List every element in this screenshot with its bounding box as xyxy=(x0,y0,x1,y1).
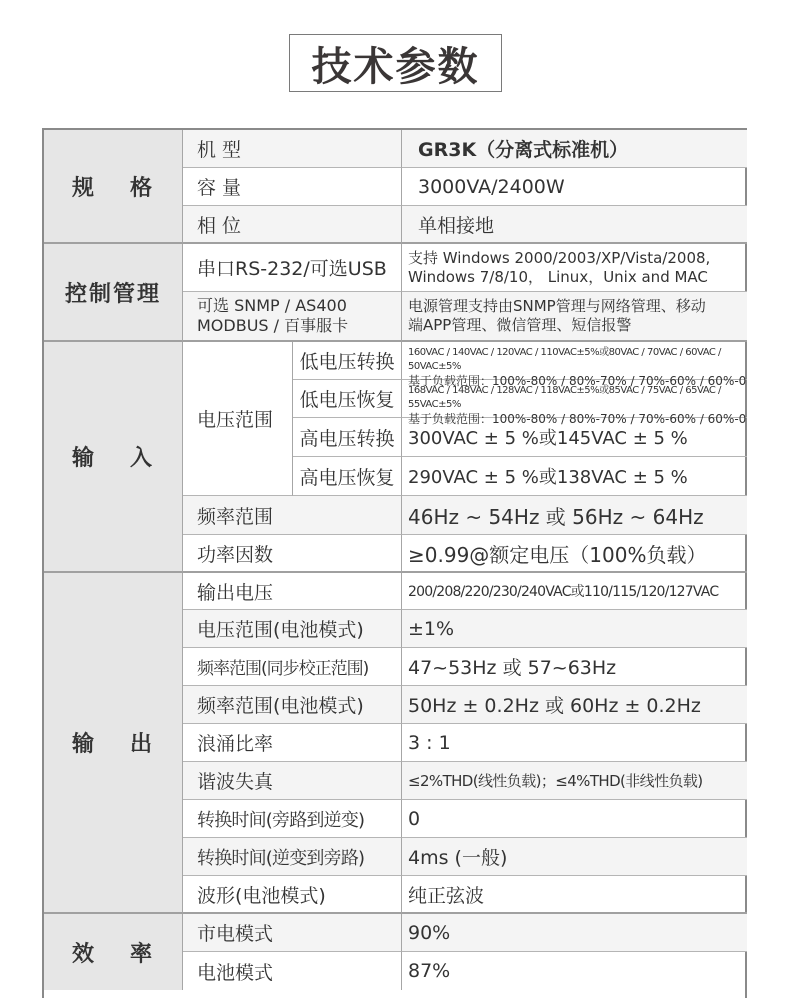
row-value-power-factor: ≥0.99@额定电压（100%负载） xyxy=(402,535,747,573)
snmp-label-line2: MODBUS / 百事服卡 xyxy=(197,316,349,335)
row-label-snmp xyxy=(183,292,402,342)
row-value-phase: 单相接地 xyxy=(402,206,747,244)
row-value-capacity: 3000VA/2400W xyxy=(402,168,747,206)
row-value-high-recovery: 290VAC ± 5 %或138VAC ± 5 % xyxy=(402,457,747,496)
row-label-low-transfer: 低电压转换 xyxy=(293,342,402,380)
row-label-harmonic-distortion: 谐波失真 xyxy=(183,762,402,800)
row-value-waveform: 纯正弦波 xyxy=(402,876,747,914)
row-value-output-voltage: 200/208/220/230/240VAC或110/115/120/127VAC xyxy=(402,573,747,610)
row-label-low-recovery: 低电压恢复 xyxy=(293,380,402,418)
row-label-model: 机 型 xyxy=(183,130,402,168)
row-value-input-frequency: 46Hz ~ 54Hz 或 56Hz ~ 64Hz xyxy=(402,496,747,535)
row-label-input-frequency: 频率范围 xyxy=(183,496,402,535)
row-label-transfer-inverter-bypass: 转换时间(逆变到旁路) xyxy=(183,838,402,876)
row-value-serial xyxy=(402,244,747,292)
snmp-label-line1: 可选 SNMP / AS400 xyxy=(197,296,347,315)
row-value-high-transfer: 300VAC ± 5 %或145VAC ± 5 % xyxy=(402,418,747,457)
row-value-snmp xyxy=(402,292,747,342)
row-value-line-mode: 90% xyxy=(402,914,747,952)
serial-value-line2: Windows 7/8/10， Linux，Unix and MAC xyxy=(408,267,708,286)
row-label-capacity: 容 量 xyxy=(183,168,402,206)
serial-value-line1: 支持 Windows 2000/2003/XP/Vista/2008, xyxy=(408,248,711,267)
category-efficiency xyxy=(44,914,183,990)
low-recovery-line2: 基于负载范围：100%-80% / 80%-70% / 70%-60% / 60%-0 xyxy=(408,412,747,426)
category-spec xyxy=(44,130,183,244)
spec-table xyxy=(42,128,747,998)
row-label-frequency-battery: 频率范围(电池模式) xyxy=(183,686,402,724)
row-label-crest-ratio: 浪涌比率 xyxy=(183,724,402,762)
row-value-frequency-battery: 50Hz ± 0.2Hz 或 60Hz ± 0.2Hz xyxy=(402,686,747,724)
row-value-voltage-battery: ±1% xyxy=(402,610,747,648)
row-value-harmonic-distortion: ≤2%THD(线性负载)；≤4%THD(非线性负载) xyxy=(402,762,747,800)
row-value-low-transfer xyxy=(402,342,747,388)
row-label-voltage-battery: 电压范围(电池模式) xyxy=(183,610,402,648)
row-value-battery-mode: 87% xyxy=(408,960,451,982)
row-label-power-factor: 功率因数 xyxy=(183,535,402,573)
row-value-transfer-bypass-inverter: 0 xyxy=(402,800,747,838)
category-efficiency-char2: 率 xyxy=(130,941,155,967)
row-label-frequency-sync: 频率范围(同步校正范围) xyxy=(183,648,402,686)
voltage-range-label: 电压范围 xyxy=(183,342,293,496)
row-label-transfer-bypass-inverter: 转换时间(旁路到逆变) xyxy=(183,800,402,838)
category-output-char1: 输 xyxy=(71,732,96,757)
category-output xyxy=(44,573,183,914)
row-label-phase: 相 位 xyxy=(183,206,402,244)
category-spec-char1: 规 xyxy=(71,175,96,201)
row-value-model: GR3K（分离式标准机） xyxy=(402,130,747,168)
category-input-char1: 输 xyxy=(71,446,96,471)
low-recovery-line1: 168VAC / 148VAC / 128VAC / 118VAC±5%或85VAC / 75VAC / 65VAC / 55VAC±5% xyxy=(408,385,721,410)
low-transfer-line2: 基于负载范围：100%-80% / 80%-70% / 70%-60% / 60%-0 xyxy=(408,374,747,388)
row-label-line-mode: 市电模式 xyxy=(183,914,402,952)
snmp-value-line2: 端APP管理、微信管理、短信报警 xyxy=(408,316,632,334)
category-output-char2: 出 xyxy=(130,732,155,757)
snmp-value-line1: 电源管理支持由SNMP管理与网络管理、移动 xyxy=(408,297,706,315)
row-label-waveform: 波形(电池模式) xyxy=(183,876,402,914)
category-spec-char2: 格 xyxy=(130,175,155,201)
category-input xyxy=(44,342,183,573)
row-label-high-recovery: 高电压恢复 xyxy=(293,457,402,496)
category-control: 控制管理 xyxy=(44,244,183,342)
category-efficiency-char1: 效 xyxy=(71,941,96,967)
row-value-crest-ratio: 3 : 1 xyxy=(402,724,747,762)
row-value-transfer-inverter-bypass: 4ms (一般) xyxy=(402,838,747,876)
row-label-serial: 串口RS-232/可选USB xyxy=(183,244,402,292)
row-label-output-voltage: 输出电压 xyxy=(183,573,402,610)
row-value-frequency-sync: 47~53Hz 或 57~63Hz xyxy=(402,648,747,686)
row-label-battery-mode: 电池模式 xyxy=(183,952,402,990)
page-title: 技术参数 xyxy=(289,34,502,92)
row-value-low-recovery xyxy=(402,380,747,426)
low-transfer-line1: 160VAC / 140VAC / 120VAC / 110VAC±5%或80VAC / 70VAC / 60VAC / 50VAC±5% xyxy=(408,347,721,372)
row-label-high-transfer: 高电压转换 xyxy=(293,418,402,457)
category-input-char2: 入 xyxy=(130,446,155,471)
